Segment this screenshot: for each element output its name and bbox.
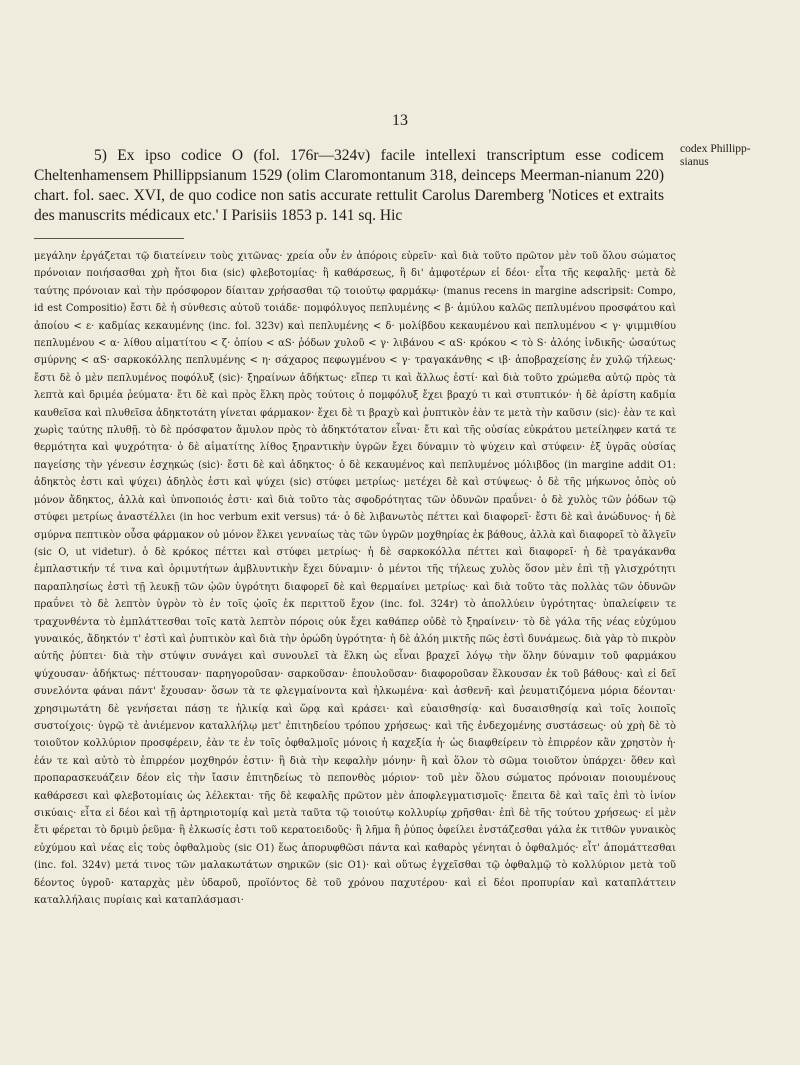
text-divider (34, 238, 184, 239)
intro-paragraph (34, 146, 664, 226)
page-number: 13 (392, 112, 408, 129)
margin-note: codex Phillipp-sianus (680, 143, 751, 168)
greek-text-body (34, 248, 676, 1048)
intro-text: 5) Ex ipso codice O (fol. 176r—324v) facile intellexi transcriptum esse codicem Cheltenhamensem Phillippsianum 1529 (olim Claromontanum 318, deinceps Meerman-nianum 220) chart. fol. saec. XVI, de quo codice non satis accurate rettulit Carolus Daremberg 'Notices et extraits des manuscrits médicaux etc.' I Parisiis 1853 p. 141 sq. Hic (34, 147, 664, 224)
greek-text: μεγάλην ἐργάζεται τῷ διατείνειν τοὺς χιτῶνας· χρεία οὖν ἐν ἀπόροις εὑρεῖν· καὶ διὰ τοῦτο πρῶτον μὲν τοῦ ὅλου σώματος πρόνοιαν ποιήσασθαι χρὴ ἤτοι δια (sic) φλεβοτομίας· ἢ καθάρσεως, ἢ δι' ἀμφοτέρων εἰ δέοι· εἶτα τῆς κεφαλῆς· μετὰ δὲ ταύτης πρόνοιαν καὶ τὴν πρόσφορον δίαιταν χρήσασθαι τῷ τοιούτῳ φαρμάκῳ· (manus recens in margine adscripsit: Compo, id est Compositio) ἔστι δὲ ἡ σύνθεσις αὐτοῦ τοιάδε· πομφόλυγος πεπλυμένης < β· ἀμύλου καλῶς πεπλυμένου προσφάτου καὶ ἀποίου < ε· καδμίας κεκαυμένης (inc. fol. 323v) καὶ πεπλυμένης < δ· μολίβδου κεκαυμένου καὶ πεπλυμένου < γ· ψιμμιθίου πεπλυμένου < α· λίθου αἱματίτου < ζ· ὀπίου < αS· ῥόδων χυλοῦ < γ· λιβάνου < αS· κρόκου < τὸ S· ἀλόης ἰνδικῆς· ὡσαύτως σμύρνης < αS· σαρκοκόλλης πεπλυμένης < η· σάχαρος πεφωγμένου < γ· τραγακάνθης < ιβ· ἀποβραχείσης ἐν χυλῷ τήλεως· ἔστι δὲ ὁ μὲν πεπλυμένος ποφόλυξ (sic)· ξηραίνων ἀδήκτως· εἴπερ τι καὶ ἄλλως ἐστί· καὶ διὰ τοῦτο χρώμεθα αὐτῷ πρὸς τὰ λεπτὰ καὶ δριμέα ῥεύματα· ἔτι δὲ καὶ πρὸς ἕλκη πρὸς τούτοις ὁ πομφόλυξ ἔχει βραχύ τι καὶ στυπτικόν· ἡ δὲ ἀρίστη καδμία καυθεῖσα καὶ πλυθεῖσα ἀδηκτοτάτη γίνεται φάρμακον· ἔχει δὲ τι βραχὺ καὶ ῥυπτικὸν ἐὰν τε μετὰ τὴν καῦσιν (sic)· ἐὰν τε καὶ χωρὶς ταύτης πλυθῇ. τὸ δὲ πρόσφατον ἄμυλον πρὸς τὸ ἀδηκτότατον εἶναι· ἔτι καὶ τῆς οὐσίας εὐκράτου μετείληφεν κατά τε θερμότητα καὶ ψυχρότητα· ὁ δὲ αἱματίτης λίθος ξηραντικὴν ὑγρῶν ἔχει δύναμιν τὸ ψύχειν καὶ στύφειν· ἐξ ὑγρᾶς οὐσίας παγείσης τὴν γένεσιν ἐσχηκώς (sic)· ἔστι δὲ καὶ ἀδηκτος· ὁ δὲ κεκαυμένος καὶ πεπλυμένος μόλιβδος (in margine addit O1: ἀδηκτὸς ἐστι καὶ ψύχει) ἀδηλὸς ἐστι καὶ ψύχει (sic) στύφει μετρίως· μετέχει δὲ καὶ στύψεως· ὁ δὲ τῆς μήκωνος ὀπὸς οὐ μόνον ἄδηκτος, ἀλλὰ καὶ ὑπνοποιός ἐστι· καὶ διὰ τοῦτο τὰς σφοδρότητας τῶν ὀδυνῶν πραΰνει· ὁ δὲ χυλὸς τῶν ῥόδων τῷ στύφει μετρίως ἀναστέλλει (in hoc verbum exit versus) τά· ὁ δὲ λιβανωτὸς πέττει καὶ διαφορεῖ· ἔστι δὲ καὶ ἀνώδυνος· ἡ δὲ σμύρνα πεπτικὸν οὖσα φάρμακον οὐ μόνον ἕλκει γενναίως τὰς τῶν ὑγρῶν μοχθηρίας ἐκ βάθους, ἀλλὰ καὶ διαφορεῖ τὸ ἄλγεῖν (sic O, ut videtur). ὁ δὲ κρόκος πέττει καὶ στύφει μετρίως· ἡ δὲ σαρκοκόλλα πέττει καὶ διαφορεῖ· ἡ δὲ τραγάκανθα ἐμπλαστικήν τέ τινα καὶ ὀριμυτήτων ἀμβλυντικὴν ἔχει δύναμιν· ὁ μέντοι τῆς τήλεως χυλὸς ὅσον μὲν ἐπὶ τῇ γλισχρότητι παραπλησίως ἐστὶ τῇ λευκῇ τῶν ᾠῶν ὑγρότητι διαφορεῖ δὲ καὶ θερμαίνει μετρίως· καὶ διὰ τοῦτο τὰς πολλὰς τῶν ὀδυνῶν πραΰνει τὸ δὲ λεπτὸν ὑγρὸν τὸ ἐν τοῖς ᾠοῖς ἐκ περιττοῦ ἔχον (inc. fol. 324r) τὸ ἀπολλύειν ὑγρότητας· ὑπαλείφειν τε τραχυνθέντα τὸ ἐμπλάττεσθαι τοῖς κατὰ λεπτὸν πόροις οὐκ ἔχει καθάπερ οὐδὲ τὸ ξηραίνειν· τὸ δὲ γάλα τῆς νέας εὐχύμου γυναικός, ἄδηκτόν τ' ἐστὶ καὶ ῥυπτικὸν καὶ διὰ τὴν ὀρώδη ὑγρότητα· ἡ δὲ ἀλόη μικτῆς πῶς ἐστὶ δυνάμεως. διὰ γὰρ τὸ πικρὸν αὐτῆς ῥύπτει· διὰ τὴν στύψιν συνάγει καὶ συνουλεῖ τὰ ἕλκη ὡς εἶναι βραχεῖ λόγῳ τὴν ὅλην δύναμιν τοῦ φαρμάκου ψύχουσαν· ἀδήκτως· πέττουσαν· παρηγοροῦσαν· σαρκοῦσαν· ἐπουλοῦσαν· διαφοροῦσαν ἕλκουσαν ἐκ τοῦ βάθους· καὶ εἰ δεῖ συνελόντα φάναι πάντ' ἔχουσαν· ὅσων τὰ τε φλεγμαίνοντα καὶ ἠλκωμένα· καὶ ἀσθενῆ· καὶ ῥευματιζόμενα μόρια δέονται· χρησιμωτάτη δὲ γενήσεται πάσῃ τε ἡλικίᾳ καὶ ὥρᾳ καὶ κράσει· καὶ εὐαισθησίᾳ· καὶ δυσαισθησίᾳ καὶ τοῖς λοιποῖς συστοίχοις· ὑγρῷ τὲ ἀνιέμενον καταλλήλῳ μετ' ἐπιτηδείου τρόπου χρήσεως· καὶ τῆς ἐνδεχομένης συστάσεως· οὐ χρὴ δὲ τὸ τοιοῦτον κολλύριον προσφέρειν, ἐὰν τε ἐν τοῖς ὀφθαλμοῖς μόνοις ἡ καχεξία ἡ· ὡς διαφθείρειν τὸ ἐπιρρέον κἂν χρηστὸν ἡ· ἐάν τε καὶ αὐτὸ τὸ ἐπιρρέον μοχθηρόν ἐστιν· ἢ διὰ τὴν κεφαλὴν μόνην· ἢ καὶ ὅλον τὸ σῶμα τοιοῦτον ὑπάρχει· ὅθεν καὶ προπαρασκευάζειν δέον εἰς τὴν ἴασιν ἐπιτηδείως τὸ πεπονθὸς μόριον· τοῦ μὲν ὅλου σώματος πρόνοιαν ποιουμένους καθάρσεσι καὶ φλεβοτομίαις ὡς λέλεκται· τῆς δὲ κεφαλῆς πρῶτον μὲν ἀποφλεγματισμοῖς· ἔπειτα δὲ καὶ ταῖς ἐπὶ τὸ ἰνίον σικύαις· εἶτα εἰ δέοι καὶ τῇ ἀρτηριοτομίᾳ καὶ μετὰ ταῦτα τῷ τοιούτῳ κολλυρίῳ χρῆσθαι· ἐπὶ δὲ τῆς τούτου χρήσεως· εἰ μὲν ἔτι φέρεται τὸ δριμὺ ῥεῦμα· ἢ ἑλκωσίς ἐστι τοῦ κερατοειδοῦς· ἢ λῆμα ἢ ῥύπος ὀφείλει ἐνστάζεσθαι γάλα ἐκ τιτθῶν γυναικὸς εὐχύμου καὶ νέας εἰς τοὺς ὀφθαλμοὺς (sic O1) ἕως ἀπορυφθῶσι πάντα καὶ καθαρὸς γένηται ὁ ὀφθαλμός· εἶτ' ἀπομάττεσθαι (inc. fol. 324v) μετά τινος τῶν μαλακωτάτων σηρικῶν (sic O1)· καὶ οὕτως ἐγχεῖσθαι τῷ ὀφθαλμῷ τὸ κολλύριον μετὰ τοῦ δέοντος ὑγροῦ· καταρχὰς μὲν ὑδαροῦ, προϊόντος δὲ τοῦ χρόνου παχυτέρου· καὶ εἰ δέοι προπυρίαν καὶ καταπλάττειν καταλλήλαις πυρίαις καὶ καταπλάσμασι· (34, 251, 676, 907)
